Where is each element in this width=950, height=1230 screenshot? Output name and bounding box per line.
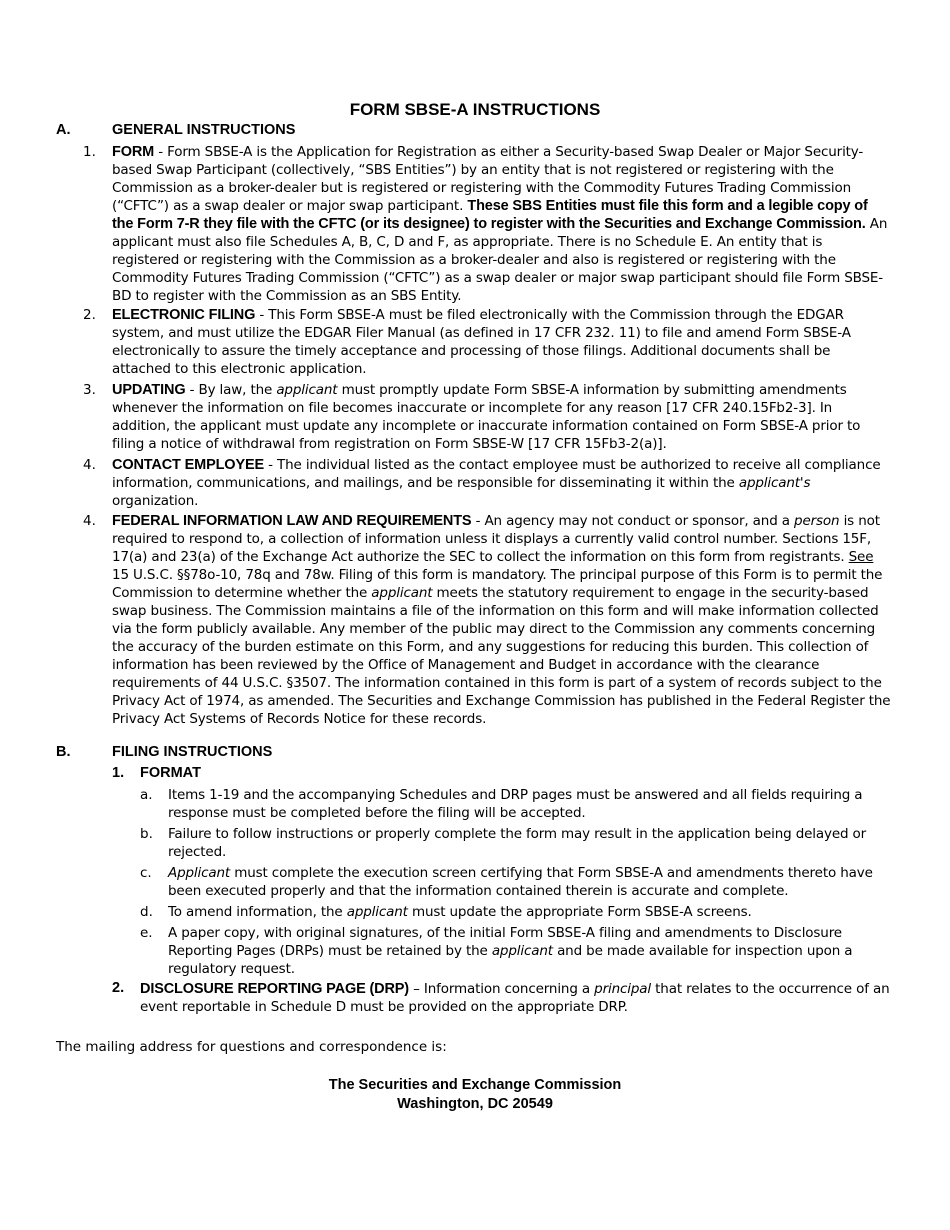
drp-text: that relates to the occurrence of an event reportable in Schedule D must be provided on the appropriate DRP.: [140, 981, 890, 1015]
item-federal-information-keyword: FEDERAL INFORMATION LAW AND REQUIREMENTS: [112, 513, 472, 529]
item-form-keyword: FORM: [112, 144, 155, 160]
format-item-c-text: must complete the execution screen certifying that Form SBSE-A and amendments thereto have been executed properly and that the information contained therein is accurate and complete.: [168, 865, 873, 899]
format-item-c-letter: c.: [140, 865, 152, 881]
separator: –: [409, 981, 424, 997]
item-contact-employee-italic: applicant's: [738, 475, 811, 491]
item-federal-text-2: is not required to respond to, a collection of information unless it displays a currently valid control number. Sections 15F, 17(a) and 23(a) of the Exchange Act authorize the SEC to collect the information on this form from registrants.: [112, 513, 880, 565]
drp-item: [140, 980, 892, 1016]
format-item-d-letter: d.: [140, 904, 153, 920]
item-contact-employee-text: The individual listed as the contact employee must be authorized to receive all compliance information, communications, and mailings, and be responsible for disseminating it within the: [112, 457, 881, 491]
format-item-c-italic: Applicant: [168, 865, 231, 881]
address-line-1: The Securities and Exchange Commission: [328, 1077, 622, 1093]
format-item-e-text: and be made available for inspection upon a regulatory request.: [168, 943, 853, 977]
drp-number: 2.: [112, 980, 125, 996]
separator: -: [154, 144, 168, 160]
format-item-e-italic: applicant: [491, 943, 553, 959]
format-item-e-letter: e.: [140, 925, 153, 941]
item-federal-italic-2: applicant: [371, 585, 433, 601]
format-number: 1.: [112, 765, 125, 781]
mailing-address-intro: The mailing address for questions and correspondence is:: [56, 1039, 447, 1055]
format-item-d-text: must update the appropriate Form SBSE-A screens.: [407, 904, 752, 920]
item-federal-text-4: meets the statutory requirement to engage in the security-based swap business. The Commission maintains a file of the information on this form and will make information collected via the form publicly available. Any member of the public may direct to the Commission any comments concerning the accuracy of the burden estimate on this Form, and any suggestions for reducing this burden. This collection of information has been reviewed by the Office of Management and Budget in accordance with the clearance requirements of 44 U.S.C. §3507. The information contained in this form is part of a system of records subject to the Privacy Act of 1974, as amended. The Securities and Exchange Commission has published in the Federal Register the Privacy Act Systems of Records Notice for these records.: [112, 585, 891, 727]
item-3-number: 3.: [83, 382, 96, 398]
item-4-number: 4.: [83, 457, 96, 473]
item-federal-text-1: An agency may not conduct or sponsor, and a: [484, 513, 795, 529]
item-updating-pre: By law, the: [198, 382, 277, 398]
format-item-a-letter: a.: [140, 787, 153, 803]
item-electronic-filing-text: This Form SBSE-A must be filed electronically with the Commission through the EDGAR system, and must utilize the EDGAR Filer Manual (as defined in 17 CFR 232. 11) to file and amend Form SBSE-A electronically to assure the timely acceptance and processing of those filings. Additional documents shall be attached to this electronic application.: [112, 307, 851, 377]
format-item-d: [168, 903, 894, 921]
item-5-number: 4.: [83, 513, 96, 529]
item-1-number: 1.: [83, 144, 96, 160]
item-electronic-filing-keyword: ELECTRONIC FILING: [112, 307, 256, 323]
item-updating-italic: applicant: [276, 382, 338, 398]
item-updating-keyword: UPDATING: [112, 382, 186, 398]
item-contact-employee: [112, 456, 892, 510]
separator: -: [185, 382, 199, 398]
item-electronic-filing: [112, 306, 892, 378]
page-title: FORM SBSE-A INSTRUCTIONS: [349, 100, 601, 119]
format-item-b: Failure to follow instructions or properly complete the form may result in the application being delayed or rejected.: [168, 826, 867, 860]
section-b-heading: FILING INSTRUCTIONS: [112, 744, 273, 760]
format-item-d-italic: applicant: [346, 904, 408, 920]
drp-italic: principal: [594, 981, 651, 997]
item-contact-employee-keyword: CONTACT EMPLOYEE: [112, 457, 265, 473]
separator: -: [471, 513, 485, 529]
item-federal-information: [112, 512, 892, 728]
format-item-b-letter: b.: [140, 826, 153, 842]
item-form-text-2: An applicant must also file Schedules A, B, C, D and F, as appropriate. There is no Schedule E. An entity that is registered or registering with the Commission as a broker-dealer and also is registered or registering with the Commodity Futures Trading Commission (“CFTC”) as a swap dealer or major swap participant should file Form SBSE-BD to register with the Commission as an SBS Entity.: [112, 216, 888, 304]
item-updating-text: must promptly update Form SBSE-A information by submitting amendments whenever the information on file becomes inaccurate or incomplete for any reason [17 CFR 240.15Fb2-3]. In addition, the applicant must update any incomplete or inaccurate information contained on Form SBSE-A prior to filing a notice of withdrawal from registration on Form SBSE-W [17 CFR 15Fb3-2(a)].: [112, 382, 861, 452]
drp-heading: DISCLOSURE REPORTING PAGE (DRP): [140, 981, 409, 997]
format-item-c: [168, 864, 894, 900]
section-a-heading: GENERAL INSTRUCTIONS: [112, 122, 296, 138]
drp-pre: Information concerning a: [423, 981, 595, 997]
item-2-number: 2.: [83, 307, 96, 323]
format-item-a: Items 1-19 and the accompanying Schedules and DRP pages must be answered and all fields requiring a response must be completed before the filing will be accepted.: [168, 787, 863, 821]
item-federal-text-3: 15 U.S.C. §§78o-10, 78q and 78w. Filing of this form is mandatory. The principal purpose of this Form is to permit the Commission to determine whether the: [112, 567, 883, 601]
format-item-e: [168, 924, 894, 978]
separator: -: [255, 307, 269, 323]
item-form-bold-text: These SBS Entities must file this form and a legible copy of the Form 7-R they file with the CFTC (or its designee) to register with the Securities and Exchange Commission.: [112, 198, 868, 232]
format-heading: FORMAT: [140, 765, 201, 781]
format-item-e-pre: A paper copy, with original signatures, of the initial Form SBSE-A filing and amendments to Disclosure Reporting Pages (DRPs) must be retained by the: [168, 925, 842, 959]
format-item-d-pre: To amend information, the: [168, 904, 347, 920]
separator: -: [264, 457, 278, 473]
address-line-2: Washington, DC 20549: [397, 1096, 553, 1112]
section-a-letter: A.: [56, 122, 71, 138]
item-form: [112, 143, 892, 305]
item-federal-see-link: See: [848, 549, 874, 565]
item-federal-italic-1: person: [794, 513, 840, 529]
item-updating: [112, 381, 892, 453]
section-b-letter: B.: [56, 744, 71, 760]
item-form-text: Form SBSE-A is the Application for Registration as either a Security-based Swap Dealer or Major Security-based Swap Participant (collectively, “SBS Entities”) by an entity that is not registered or registering with the Commission as a broker-dealer but is registered or registering with the Commodity Futures Trading Commission (“CFTC”) as a swap dealer or major swap participant.: [112, 144, 864, 214]
item-contact-employee-post: organization.: [112, 493, 199, 509]
